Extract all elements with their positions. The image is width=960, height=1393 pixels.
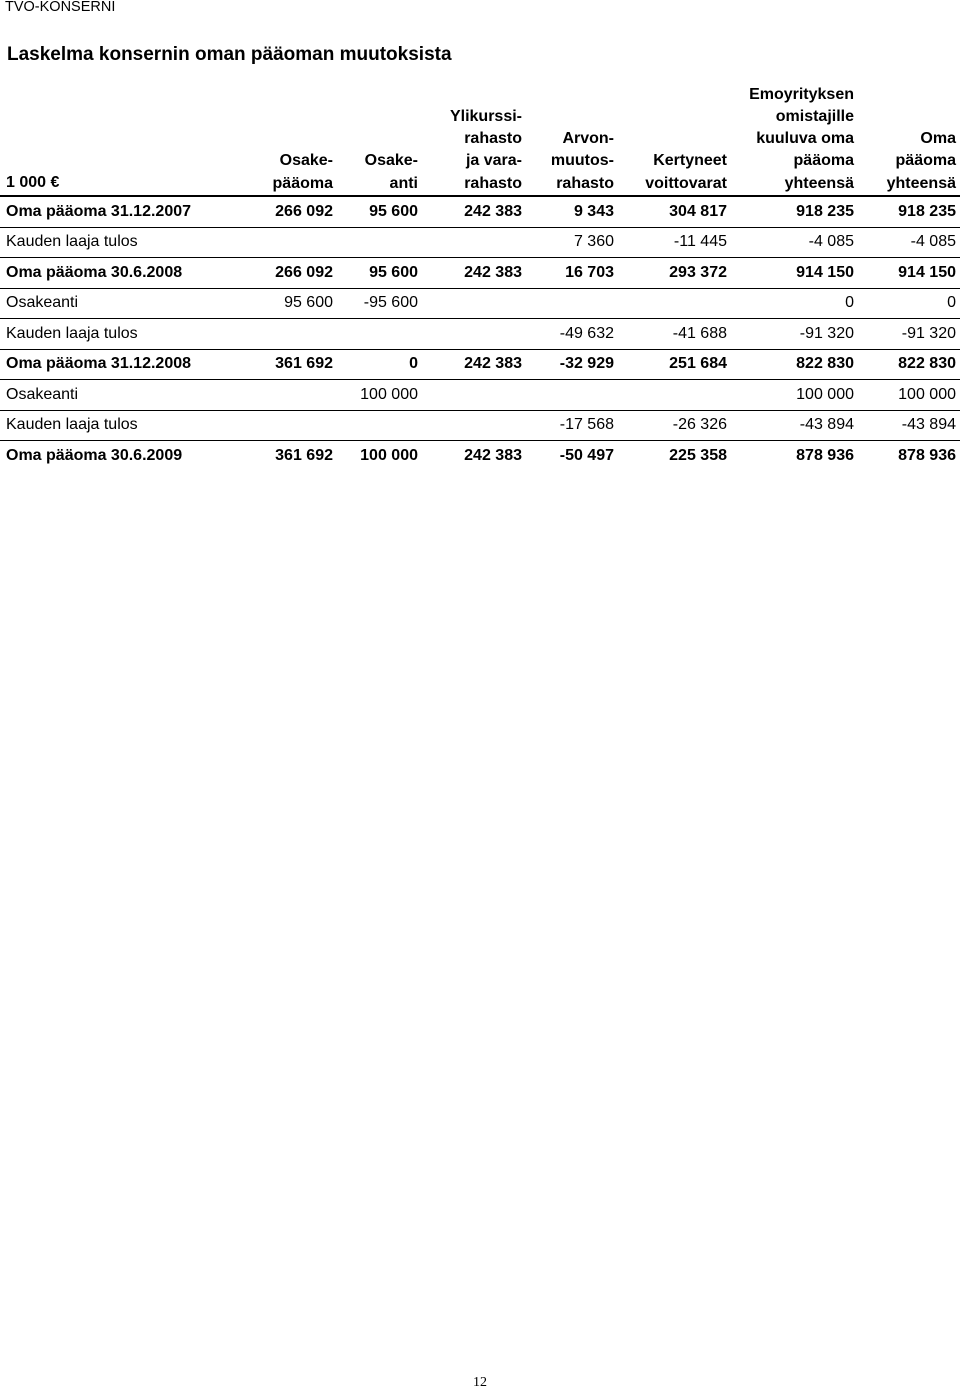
table-cell: -50 497 bbox=[526, 441, 618, 471]
table-cell: -49 632 bbox=[526, 319, 618, 350]
table-cell: 878 936 bbox=[731, 441, 858, 471]
table-cell: 0 bbox=[337, 349, 422, 380]
column-header: Arvon- muutos- rahasto bbox=[526, 80, 618, 196]
row-label: Kauden laaja tulos bbox=[0, 227, 218, 258]
table-cell: -32 929 bbox=[526, 349, 618, 380]
table-row bbox=[0, 380, 960, 411]
table-cell: -43 894 bbox=[858, 410, 960, 441]
table-cell bbox=[422, 288, 526, 319]
unit-label: 1 000 € bbox=[0, 80, 218, 196]
table-cell: 266 092 bbox=[218, 258, 337, 289]
table-row bbox=[0, 196, 960, 227]
page-title: Laskelma konsernin oman pääoman muutoksista bbox=[7, 44, 452, 65]
column-header: Ylikurssi- rahasto ja vara- rahasto bbox=[422, 80, 526, 196]
table-body bbox=[0, 196, 960, 471]
table-cell bbox=[526, 380, 618, 411]
table-cell: -41 688 bbox=[618, 319, 731, 350]
column-header: Oma pääoma yhteensä bbox=[858, 80, 960, 196]
table-cell: 878 936 bbox=[858, 441, 960, 471]
table-cell: -91 320 bbox=[731, 319, 858, 350]
table-cell: 293 372 bbox=[618, 258, 731, 289]
table-cell: 100 000 bbox=[731, 380, 858, 411]
table-cell: 251 684 bbox=[618, 349, 731, 380]
table-cell: -4 085 bbox=[731, 227, 858, 258]
table-cell bbox=[422, 319, 526, 350]
table-cell: 361 692 bbox=[218, 349, 337, 380]
table-cell: 914 150 bbox=[858, 258, 960, 289]
table-cell: 225 358 bbox=[618, 441, 731, 471]
table-cell bbox=[422, 410, 526, 441]
column-header: Osake- anti bbox=[337, 80, 422, 196]
table-cell: 16 703 bbox=[526, 258, 618, 289]
row-label: Kauden laaja tulos bbox=[0, 410, 218, 441]
table-cell bbox=[422, 380, 526, 411]
row-label: Oma pääoma 31.12.2008 bbox=[0, 349, 218, 380]
table-cell bbox=[618, 380, 731, 411]
table-cell: 100 000 bbox=[337, 441, 422, 471]
table-header-row bbox=[0, 80, 960, 196]
table-cell bbox=[337, 227, 422, 258]
table-row bbox=[0, 410, 960, 441]
table-cell: 822 830 bbox=[731, 349, 858, 380]
table-cell bbox=[526, 288, 618, 319]
table-row bbox=[0, 319, 960, 350]
table-cell: 242 383 bbox=[422, 258, 526, 289]
table-cell: 242 383 bbox=[464, 202, 522, 220]
table-cell: -95 600 bbox=[337, 288, 422, 319]
table-cell: 242 383 bbox=[422, 349, 526, 380]
table-cell: 100 000 bbox=[858, 380, 960, 411]
column-header: Emoyrityksen omistajille kuuluva oma pääoma yhteensä bbox=[731, 80, 858, 196]
table-cell: -11 445 bbox=[618, 227, 731, 258]
table-cell: 361 692 bbox=[218, 441, 337, 471]
row-label: Oma pääoma 31.12.2007 bbox=[6, 202, 192, 220]
row-label: Oma pääoma 30.6.2008 bbox=[0, 258, 218, 289]
table-row bbox=[0, 441, 960, 471]
table-cell bbox=[422, 227, 526, 258]
company-name: TVO-KONSERNI bbox=[5, 0, 116, 15]
table-cell bbox=[337, 319, 422, 350]
table-cell bbox=[337, 410, 422, 441]
table-row bbox=[0, 349, 960, 380]
table-cell: -17 568 bbox=[526, 410, 618, 441]
equity-changes-table bbox=[0, 80, 960, 471]
table-cell: -91 320 bbox=[858, 319, 960, 350]
table-cell: 0 bbox=[731, 288, 858, 319]
table-cell bbox=[218, 227, 337, 258]
table-cell: 914 150 bbox=[731, 258, 858, 289]
table-cell: 9 343 bbox=[573, 202, 614, 220]
page-number: 12 bbox=[473, 1375, 487, 1390]
table-cell: 95 600 bbox=[337, 258, 422, 289]
table-row bbox=[0, 227, 960, 258]
table-cell bbox=[218, 380, 337, 411]
row-label: Kauden laaja tulos bbox=[0, 319, 218, 350]
table-cell bbox=[618, 288, 731, 319]
table-cell bbox=[218, 319, 337, 350]
table-cell: 304 817 bbox=[669, 202, 727, 220]
table-cell: -43 894 bbox=[731, 410, 858, 441]
table-cell: 266 092 bbox=[275, 202, 333, 220]
table-cell: 918 235 bbox=[898, 202, 956, 220]
table-row bbox=[0, 258, 960, 289]
table-cell: 95 600 bbox=[218, 288, 337, 319]
table-cell: -4 085 bbox=[858, 227, 960, 258]
row-label: Osakeanti bbox=[0, 288, 218, 319]
table-cell: 822 830 bbox=[858, 349, 960, 380]
table-cell bbox=[218, 410, 337, 441]
column-header: Osake- pääoma bbox=[218, 80, 337, 196]
table-cell: 95 600 bbox=[369, 202, 418, 220]
row-label: Osakeanti bbox=[0, 380, 218, 411]
table-cell: 0 bbox=[858, 288, 960, 319]
table-cell: 7 360 bbox=[526, 227, 618, 258]
table-row bbox=[0, 288, 960, 319]
table-cell: 100 000 bbox=[337, 380, 422, 411]
row-label: Oma pääoma 30.6.2009 bbox=[0, 441, 218, 471]
table-cell: -26 326 bbox=[618, 410, 731, 441]
table-cell: 242 383 bbox=[422, 441, 526, 471]
table-cell: 918 235 bbox=[796, 202, 854, 220]
column-header: Kertyneet voittovarat bbox=[618, 80, 731, 196]
